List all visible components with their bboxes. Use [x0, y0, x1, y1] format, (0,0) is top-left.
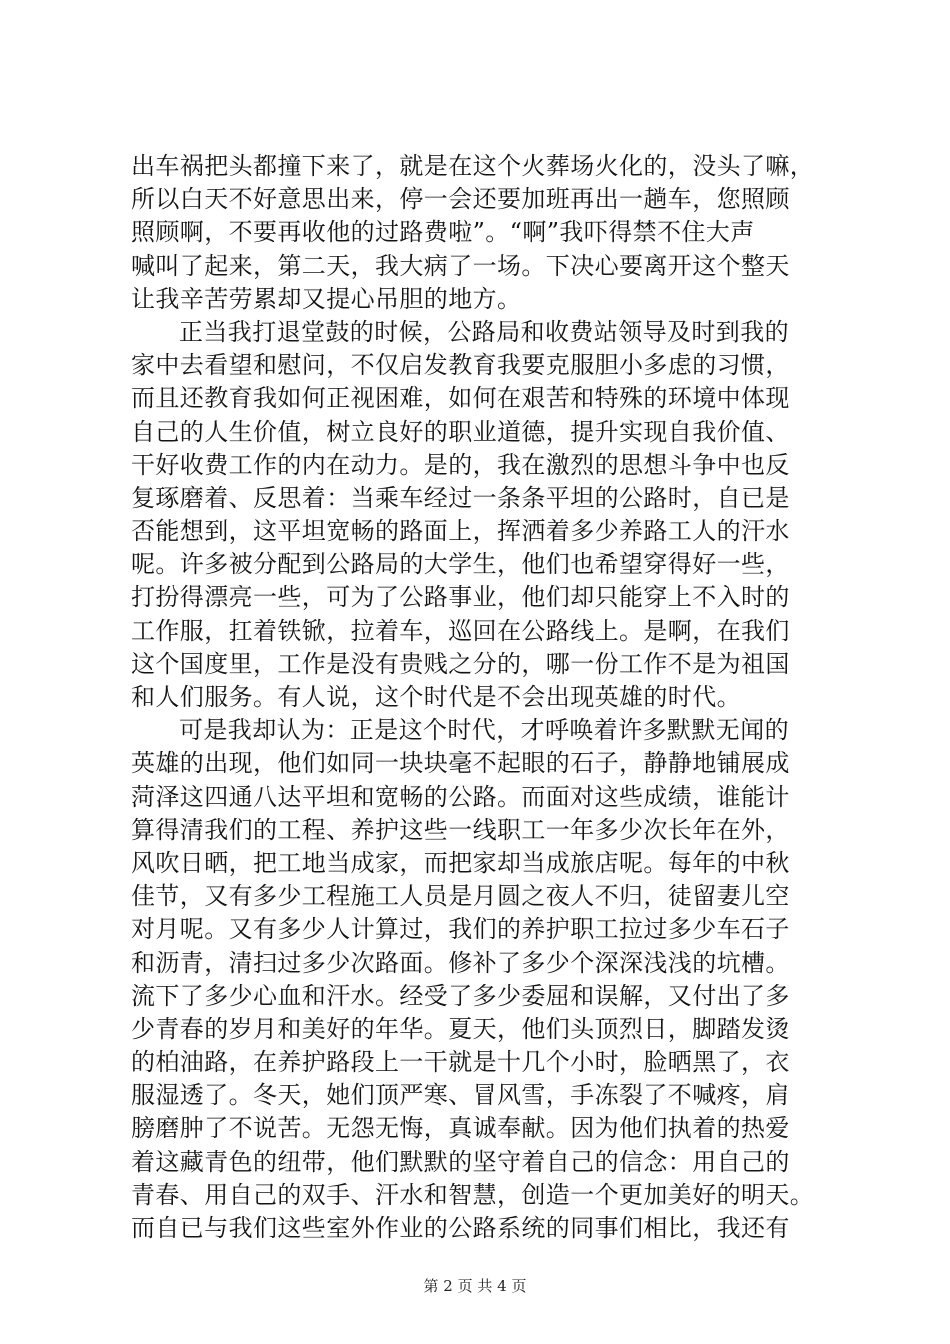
text-line: 而自已与我们这些室外作业的公路系统的同事们相比，我还有 — [131, 1214, 790, 1242]
text-line: 青春、用自己的双手、汗水和智慧，创造一个更加美好的明天。 — [131, 1180, 815, 1209]
text-line: 佳节，又有多少工程施工人员是月圆之夜人不归，徒留妻儿空 — [131, 882, 790, 911]
text-line: 菏泽这四通八达平坦和宽畅的公路。而面对这些成绩，谁能计 — [131, 782, 790, 811]
text-line: 喊叫了起来，第二天，我大病了一场。下决心要离开这个整天 — [131, 251, 790, 280]
text-line: 打扮得漂亮一些，可为了公路事业，他们却只能穿上不入时的 — [131, 583, 790, 612]
text-line: 英雄的出现，他们如同一块块毫不起眼的石子，静静地铺展成 — [131, 749, 790, 778]
text-line: 服湿透了。冬天，她们顶严寒、冒风雪，手冻裂了不喊疼，肩 — [131, 1081, 790, 1110]
text-line: 呢。许多被分配到公路局的大学生，他们也希望穿得好一些， — [131, 550, 790, 579]
page-number-label: 第 2 页 共 4 页 — [423, 1277, 527, 1295]
paragraph-first-line: 可是我却认为：正是这个时代，才呼唤着许多默默无闻的 — [179, 716, 789, 745]
text-line: 的柏油路，在养护路段上一干就是十几个小时，脸晒黑了，衣 — [131, 1048, 790, 1077]
text-line: 家中去看望和慰问，不仅启发教育我要克服胆小多虑的习惯， — [131, 351, 790, 380]
text-line: 否能想到，这平坦宽畅的路面上，挥洒着多少养路工人的汗水 — [131, 517, 790, 546]
text-line: 复琢磨着、反思着：当乘车经过一条条平坦的公路时，自已是 — [131, 483, 790, 512]
text-line: 和沥青，清扫过多少次路面。修补了多少个深深浅浅的坑槽。 — [131, 948, 790, 977]
text-line: 自己的人生价值，树立良好的职业道德，提升实现自我价值、 — [131, 417, 790, 446]
text-line: 照顾啊，不要再收他的过路费啦”。“啊”我吓得禁不住大声 — [131, 218, 755, 247]
text-line: 流下了多少心血和汗水。经受了多少委屈和误解，又付出了多 — [131, 981, 790, 1010]
text-line: 风吹日晒，把工地当成家，而把家却当成旅店呢。每年的中秋 — [131, 848, 790, 877]
text-line: 干好收费工作的内在动力。是的，我在激烈的思想斗争中也反 — [131, 450, 790, 479]
text-line: 少青春的岁月和美好的年华。夏天，他们头顶烈日，脚踏发烫 — [131, 1014, 790, 1043]
text-line: 而且还教育我如何正视困难，如何在艰苦和特殊的环境中体现 — [131, 384, 790, 413]
page-footer — [0, 1275, 950, 1296]
text-line: 着这藏青色的纽带，他们默默的坚守着自己的信念：用自己的 — [131, 1147, 790, 1176]
text-line: 出车祸把头都撞下来了，就是在这个火葬场火化的，没头了嘛， — [131, 152, 815, 180]
text-line: 所以白天不好意思出来，停一会还要加班再出一趟车，您照顾 — [131, 185, 790, 214]
text-line: 对月呢。又有多少人计算过，我们的养护职工拉过多少车石子 — [131, 915, 790, 944]
text-line: 算得清我们的工程、养护这些一线职工一年多少次长年在外， — [131, 815, 790, 844]
body-text — [131, 150, 851, 1245]
text-line: 膀磨肿了不说苦。无怨无悔，真诚奉献。因为他们执着的热爱 — [131, 1114, 790, 1143]
text-line: 这个国度里，工作是没有贵贱之分的，哪一份工作不是为祖国 — [131, 649, 790, 678]
text-line: 和人们服务。有人说，这个时代是不会出现英雄的时代。 — [131, 683, 741, 711]
text-line: 让我辛苦劳累却又提心吊胆的地方。 — [131, 284, 522, 313]
text-line: 工作服，扛着铁锨，拉着车，巡回在公路线上。是啊，在我们 — [131, 616, 790, 645]
paragraph-first-line: 正当我打退堂鼓的时候，公路局和收费站领导及时到我的 — [179, 317, 789, 346]
